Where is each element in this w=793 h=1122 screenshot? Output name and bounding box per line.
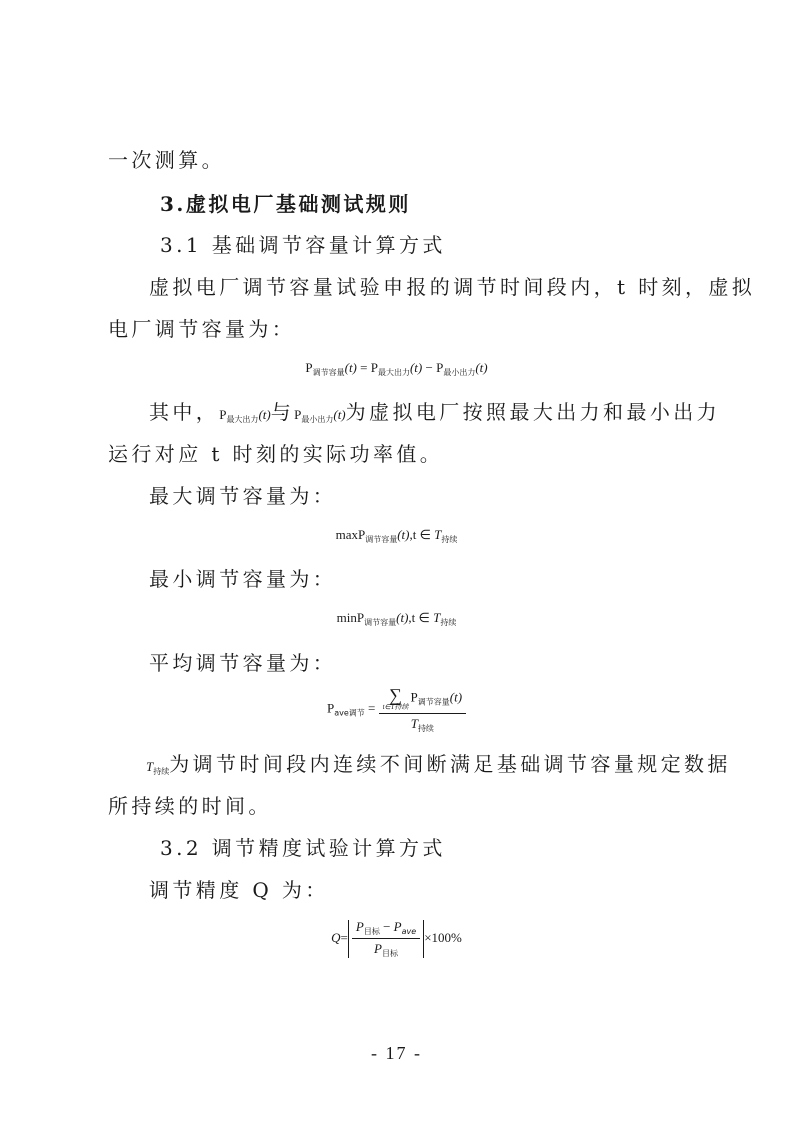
formula-max: maxP$_{调节容量}$(t),t ∈ $T_{持续}$ [335, 527, 458, 544]
inline-p-max: $P_{最大出力}(t)$ [219, 407, 271, 424]
section-3-2-heading: 3.2 调节精度试验计算方式 [160, 836, 446, 860]
absolute-value: $\frac{P_{目标} - P_{ave}}{P_{目标}}$ [348, 920, 424, 958]
paragraph-continuation: 一次测算。 [108, 148, 225, 172]
paragraph-1-line-2: 电厂调节容量为： [108, 317, 296, 341]
section-3-heading: 3.虚拟电厂基础测试规则 [160, 192, 411, 216]
paragraph-3-line-2: 所持续的时间。 [108, 794, 272, 818]
average-fraction: ∑ t∈T持续 $P_{调节容量}(t)$ $T_{持续}$ [379, 686, 466, 733]
paragraph-2-line-2: 运行对应 t 时刻的实际功率值。 [108, 442, 444, 466]
formula-precision: Q= $\frac{P_{目标} - P_{ave}}{P_{目标}}$ ×100% [331, 919, 462, 958]
precision-label: 调节精度 Q 为： [149, 878, 329, 902]
paragraph-3-line-1: $T_{持续}$为调节时间段内连续不间断满足基础调节容量规定数据 [146, 752, 731, 776]
paragraph-1-line-1: 虚拟电厂调节容量试验申报的调节时间段内，t 时刻，虚拟 [149, 275, 756, 299]
formula-capacity: $P_{调节容量}(t) = P_{最大出力}(t) - P_{最小出力}(t)$ [305, 360, 488, 377]
paragraph-2-line-1: 其中，$P_{最大出力}(t)$与$P_{最小出力}(t)$为虚拟电厂按照最大出力和最小出力 [149, 400, 721, 424]
min-capacity-label: 最小调节容量为： [149, 567, 337, 591]
avg-capacity-label: 平均调节容量为： [149, 651, 337, 675]
section-3-1-heading: 3.1 基础调节容量计算方式 [160, 233, 446, 257]
formula-min: minP$_{调节容量}$(t),t ∈ $T_{持续}$ [336, 610, 457, 627]
page-number: - 17 - [371, 1043, 422, 1063]
max-capacity-label: 最大调节容量为： [149, 484, 337, 508]
inline-p-min: $P_{最小出力}(t)$ [294, 407, 346, 424]
formula-average: $P_{ave调节}$ = ∑ t∈T持续 $P_{调节容量}(t)$ $T_{持续}$ [0, 686, 793, 733]
